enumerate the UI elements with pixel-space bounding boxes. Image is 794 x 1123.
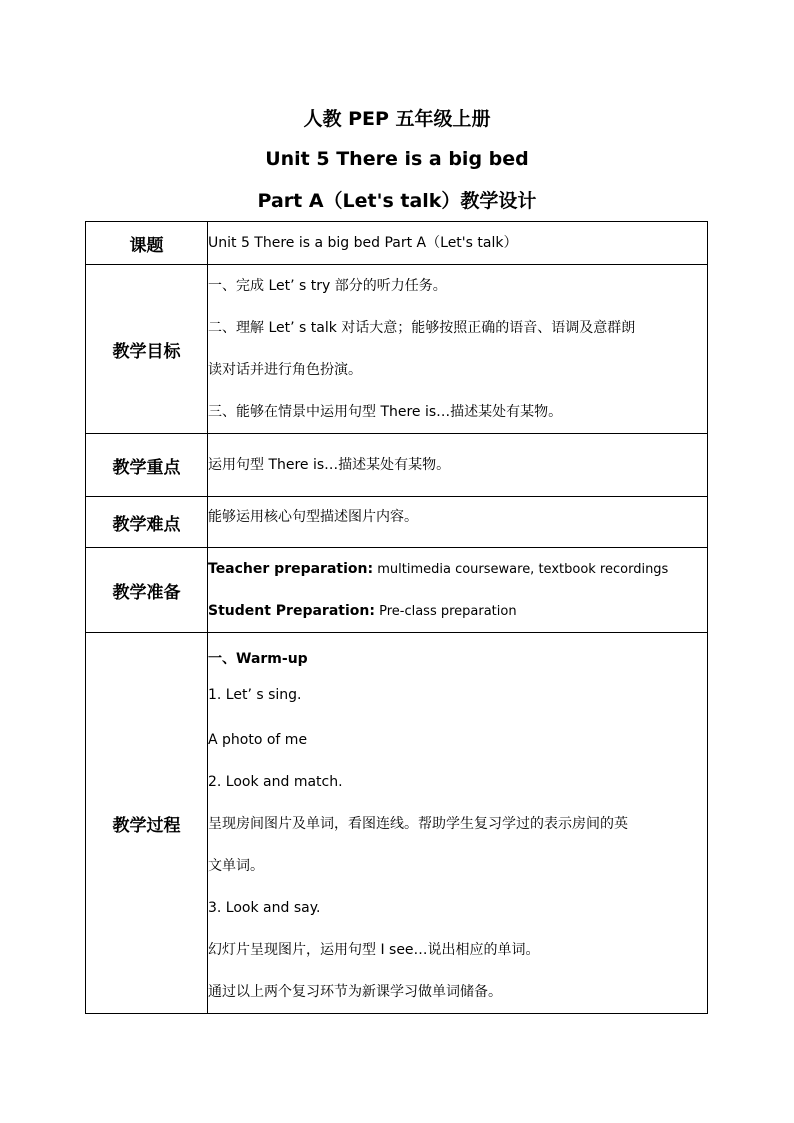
process-line: 文单词。 — [208, 858, 264, 874]
objective-line: 一、完成 Let’ s try 部分的听力任务。 — [208, 278, 447, 294]
label-process: 教学过程 — [86, 633, 208, 1014]
part-title: Part A（Let's talk）教学设计 — [257, 190, 537, 212]
difficulties-content: 能够运用核心句型描述图片内容。 — [208, 497, 708, 548]
process-content — [208, 633, 708, 1014]
row-process — [86, 633, 708, 1014]
label-difficulties: 教学难点 — [86, 497, 208, 548]
row-preparation — [86, 548, 708, 633]
objective-line: 三、能够在情景中运用句型 There is…描述某处有某物。 — [208, 404, 563, 420]
objectives-content — [208, 265, 708, 434]
row-topic — [86, 222, 708, 265]
label-objectives: 教学目标 — [86, 265, 208, 434]
label-key-points: 教学重点 — [86, 434, 208, 497]
student-preparation: Student Preparation: Pre-class preparation — [208, 603, 517, 619]
lesson-plan-table — [85, 221, 708, 1014]
process-line: 3. Look and say. — [208, 900, 321, 916]
teacher-preparation: Teacher preparation: multimedia courseware, textbook recordings — [208, 561, 669, 577]
preparation-content — [208, 548, 708, 633]
process-line: 呈现房间图片及单词，看图连线。帮助学生复习学过的表示房间的英 — [208, 816, 628, 832]
process-line: 2. Look and match. — [208, 774, 343, 790]
process-heading: 一、Warm-up — [208, 651, 308, 667]
row-difficulties — [86, 497, 708, 548]
row-key-points — [86, 434, 708, 497]
process-line: 通过以上两个复习环节为新课学习做单词储备。 — [208, 984, 502, 1000]
document-title: 人教 PEP 五年级上册 — [303, 108, 491, 130]
key-points-content: 运用句型 There is…描述某处有某物。 — [208, 434, 708, 497]
objective-line: 二、理解 Let’ s talk 对话大意；能够按照正确的语音、语调及意群朗 — [208, 320, 636, 336]
objective-line: 读对话并进行角色扮演。 — [208, 362, 362, 378]
process-line: 1. Let’ s sing. — [208, 687, 302, 703]
label-topic: 课题 — [86, 222, 208, 265]
process-line: A photo of me — [208, 732, 308, 748]
label-preparation: 教学准备 — [86, 548, 208, 633]
unit-title: Unit 5 There is a big bed — [265, 148, 529, 170]
topic-text: Unit 5 There is a big bed Part A（Let's talk） — [208, 222, 708, 265]
row-objectives — [86, 265, 708, 434]
process-line: 幻灯片呈现图片，运用句型 I see…说出相应的单词。 — [208, 942, 540, 958]
